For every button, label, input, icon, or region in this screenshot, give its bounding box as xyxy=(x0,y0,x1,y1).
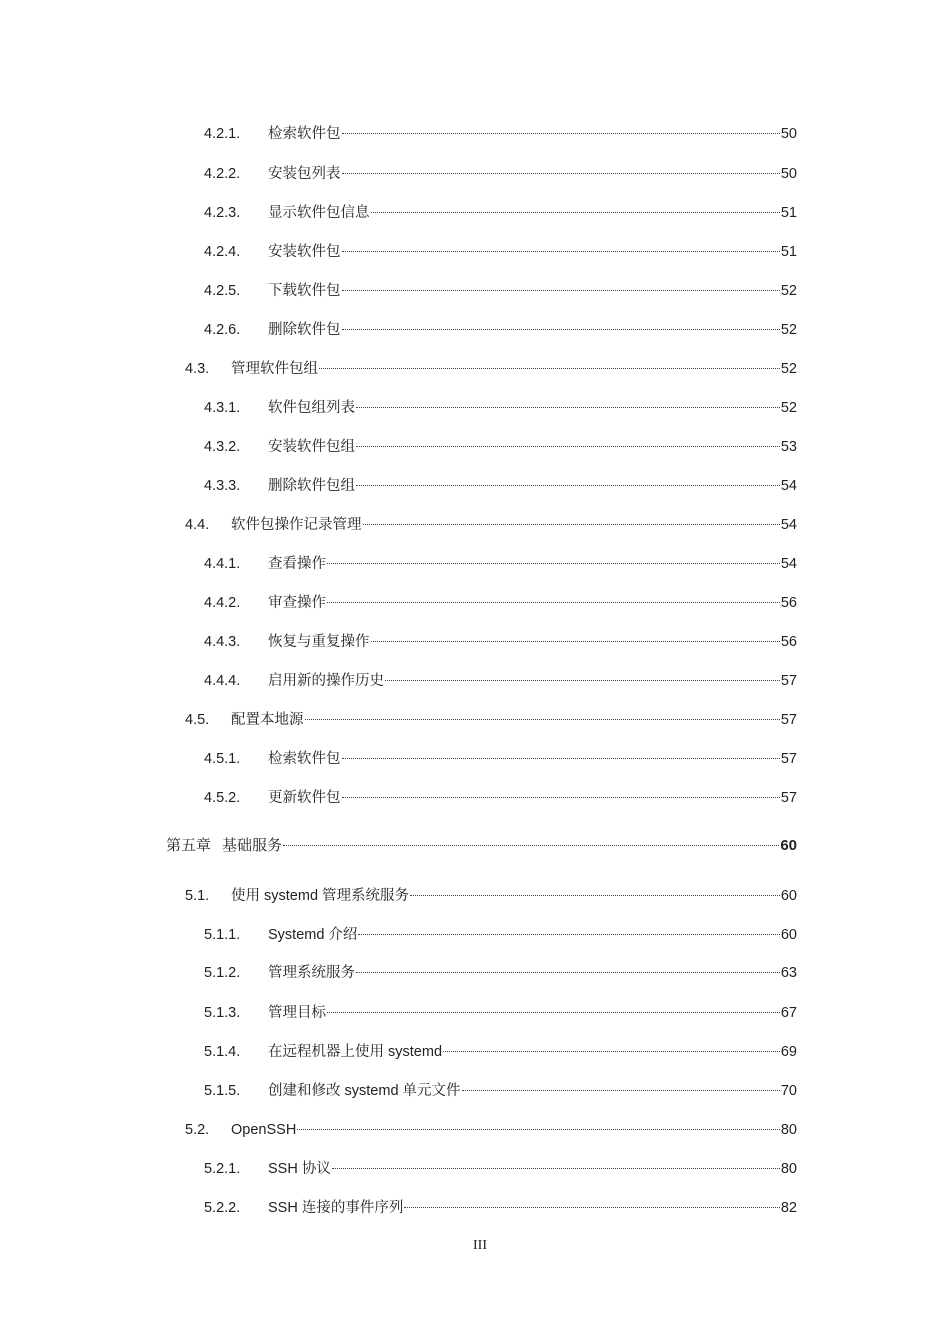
toc-chapter-entry[interactable] xyxy=(0,835,950,857)
toc-entry-number: 4.4.2. xyxy=(204,595,241,611)
toc-entry-number: 5.1.3. xyxy=(204,1005,241,1021)
toc-entry-page: 63 xyxy=(780,965,797,981)
toc-entry[interactable] xyxy=(0,1119,950,1141)
toc-entry-title: 安装包列表 xyxy=(268,166,341,182)
toc-entry-number: 4.4. xyxy=(185,517,210,533)
toc-entry-title: 使用 systemd 管理系统服务 xyxy=(231,888,410,904)
toc-entry-page: 57 xyxy=(780,751,797,767)
toc-entry-number: 4.2.5. xyxy=(204,283,241,299)
page-number-footer: III xyxy=(473,1238,487,1253)
toc-entry-number: 4.2.4. xyxy=(204,244,241,260)
toc-entry-title: OpenSSH xyxy=(231,1122,297,1138)
toc-entry[interactable] xyxy=(0,475,950,497)
toc-entry-title: 配置本地源 xyxy=(231,712,304,728)
toc-entry[interactable] xyxy=(0,202,950,224)
toc-entry-number: 4.4.4. xyxy=(204,673,241,689)
toc-entry-number: 5.2. xyxy=(185,1122,210,1138)
toc-entry-page: 50 xyxy=(780,126,797,142)
toc-entry-title: 管理系统服务 xyxy=(268,965,355,981)
toc-entry-number: 5.1.2. xyxy=(204,965,241,981)
toc-entry[interactable] xyxy=(0,163,950,185)
toc-leader-dots xyxy=(358,934,779,935)
toc-leader-dots xyxy=(342,251,780,252)
toc-entry-number: 4.5.2. xyxy=(204,790,241,806)
toc-entry-title: 显示软件包信息 xyxy=(268,205,370,221)
toc-leader-dots xyxy=(342,133,780,134)
toc-entry-page: 50 xyxy=(780,166,797,182)
toc-entry-number: 4.3.2. xyxy=(204,439,241,455)
toc-entry-page: 82 xyxy=(780,1200,797,1216)
toc-leader-dots xyxy=(327,563,780,564)
toc-entry[interactable] xyxy=(0,280,950,302)
toc-entry-number: 4.5.1. xyxy=(204,751,241,767)
toc-entry-page: 60 xyxy=(780,837,797,854)
toc-leader-dots xyxy=(371,212,780,213)
toc-entry-number: 4.4.3. xyxy=(204,634,241,650)
toc-entry-page: 52 xyxy=(780,283,797,299)
toc-entry-number: 4.3.3. xyxy=(204,478,241,494)
toc-leader-dots xyxy=(404,1207,780,1208)
toc-entry[interactable] xyxy=(0,592,950,614)
toc-entry-page: 54 xyxy=(780,478,797,494)
toc-leader-dots xyxy=(356,446,780,447)
toc-entry-number: 4.3.1. xyxy=(204,400,241,416)
toc-entry-page: 60 xyxy=(780,927,797,943)
toc-entry[interactable] xyxy=(0,670,950,692)
toc-leader-dots xyxy=(356,972,780,973)
toc-entry-page: 52 xyxy=(780,361,797,377)
toc-leader-dots xyxy=(410,895,780,896)
toc-entry[interactable] xyxy=(0,1002,950,1024)
toc-entry[interactable] xyxy=(0,631,950,653)
toc-entry-page: 80 xyxy=(780,1161,797,1177)
toc-entry[interactable] xyxy=(0,962,950,984)
toc-entry-title: 删除软件包 xyxy=(268,322,341,338)
toc-entry-title: 安装软件包 xyxy=(268,244,341,260)
toc-entry[interactable] xyxy=(0,1041,950,1063)
toc-leader-dots xyxy=(342,290,780,291)
toc-leader-dots xyxy=(342,797,780,798)
toc-entry-title: 软件包组列表 xyxy=(268,400,355,416)
toc-leader-dots xyxy=(342,329,780,330)
toc-entry-number: 4.2.3. xyxy=(204,205,241,221)
toc-entry-number: 4.2.2. xyxy=(204,166,241,182)
toc-entry-page: 54 xyxy=(780,556,797,572)
toc-entry[interactable] xyxy=(0,514,950,536)
toc-entry-title: 创建和修改 systemd 单元文件 xyxy=(268,1083,461,1099)
toc-leader-dots xyxy=(327,602,780,603)
toc-entry-number: 第五章 xyxy=(166,837,212,854)
toc-leader-dots xyxy=(371,641,780,642)
toc-leader-dots xyxy=(363,524,780,525)
toc-entry-title: 检索软件包 xyxy=(268,751,341,767)
toc-entry-title: 查看操作 xyxy=(268,556,326,572)
toc-leader-dots xyxy=(332,1168,780,1169)
toc-entry-title: SSH 连接的事件序列 xyxy=(268,1200,404,1216)
toc-entry[interactable] xyxy=(0,1158,950,1180)
toc-entry-number: 4.5. xyxy=(185,712,210,728)
toc-entry[interactable] xyxy=(0,397,950,419)
toc-entry[interactable] xyxy=(0,358,950,380)
toc-leader-dots xyxy=(342,758,780,759)
toc-entry-page: 56 xyxy=(780,634,797,650)
toc-leader-dots xyxy=(342,173,780,174)
toc-entry-title: 下载软件包 xyxy=(268,283,341,299)
toc-entry-number: 5.2.1. xyxy=(204,1161,241,1177)
toc-leader-dots xyxy=(327,1012,780,1013)
toc-entry[interactable] xyxy=(0,924,950,946)
toc-entry-page: 67 xyxy=(780,1005,797,1021)
toc-entry-title: 基础服务 xyxy=(222,837,283,854)
toc-entry[interactable] xyxy=(0,1080,950,1102)
toc-entry[interactable] xyxy=(0,787,950,809)
toc-entry-page: 69 xyxy=(780,1044,797,1060)
toc-entry-title: 恢复与重复操作 xyxy=(268,634,370,650)
toc-entry-number: 5.1.5. xyxy=(204,1083,241,1099)
toc-entry-page: 51 xyxy=(780,205,797,221)
toc-entry-number: 5.2.2. xyxy=(204,1200,241,1216)
toc-entry-page: 80 xyxy=(780,1122,797,1138)
toc-entry-title: 更新软件包 xyxy=(268,790,341,806)
toc-entry-title: 软件包操作记录管理 xyxy=(231,517,362,533)
toc-leader-dots xyxy=(297,1129,780,1130)
toc-entry-title: 管理目标 xyxy=(268,1005,326,1021)
toc-entry-page: 60 xyxy=(780,888,797,904)
toc-entry-title: 检索软件包 xyxy=(268,126,341,142)
toc-entry-title: 审查操作 xyxy=(268,595,326,611)
toc-entry[interactable] xyxy=(0,885,950,907)
toc-entry-page: 52 xyxy=(780,322,797,338)
toc-entry-title: SSH 协议 xyxy=(268,1161,331,1177)
toc-entry[interactable] xyxy=(0,709,950,731)
toc-entry[interactable] xyxy=(0,748,950,770)
toc-entry-page: 53 xyxy=(780,439,797,455)
toc-entry-number: 4.4.1. xyxy=(204,556,241,572)
toc-entry-number: 5.1. xyxy=(185,888,210,904)
toc-leader-dots xyxy=(356,485,780,486)
toc-entry-number: 4.3. xyxy=(185,361,210,377)
toc-entry-title: Systemd 介绍 xyxy=(268,927,358,943)
toc-entry-title: 删除软件包组 xyxy=(268,478,355,494)
toc-entry-number: 4.2.1. xyxy=(204,126,241,142)
toc-leader-dots xyxy=(443,1051,780,1052)
toc-entry-title: 在远程机器上使用 systemd xyxy=(268,1044,443,1060)
toc-entry-number: 5.1.1. xyxy=(204,927,241,943)
toc-entry-page: 52 xyxy=(780,400,797,416)
toc-entry[interactable] xyxy=(0,436,950,458)
toc-entry-title: 管理软件包组 xyxy=(231,361,318,377)
toc-entry-page: 70 xyxy=(780,1083,797,1099)
toc-entry[interactable] xyxy=(0,123,950,145)
toc-leader-dots xyxy=(283,845,779,846)
toc-entry[interactable] xyxy=(0,241,950,263)
toc-entry-number: 4.2.6. xyxy=(204,322,241,338)
toc-leader-dots xyxy=(385,680,780,681)
toc-entry-page: 51 xyxy=(780,244,797,260)
toc-entry-page: 54 xyxy=(780,517,797,533)
toc-leader-dots xyxy=(462,1090,780,1091)
toc-entry-page: 57 xyxy=(780,712,797,728)
toc-entry[interactable] xyxy=(0,1197,950,1219)
toc-entry-page: 57 xyxy=(780,673,797,689)
toc-entry-title: 安装软件包组 xyxy=(268,439,355,455)
toc-entry[interactable] xyxy=(0,319,950,341)
toc-entry-page: 57 xyxy=(780,790,797,806)
toc-entry[interactable] xyxy=(0,553,950,575)
toc-entry-number: 5.1.4. xyxy=(204,1044,241,1060)
toc-entry-title: 启用新的操作历史 xyxy=(268,673,384,689)
toc-leader-dots xyxy=(356,407,780,408)
toc-leader-dots xyxy=(319,368,780,369)
toc-leader-dots xyxy=(305,719,780,720)
toc-entry-page: 56 xyxy=(780,595,797,611)
